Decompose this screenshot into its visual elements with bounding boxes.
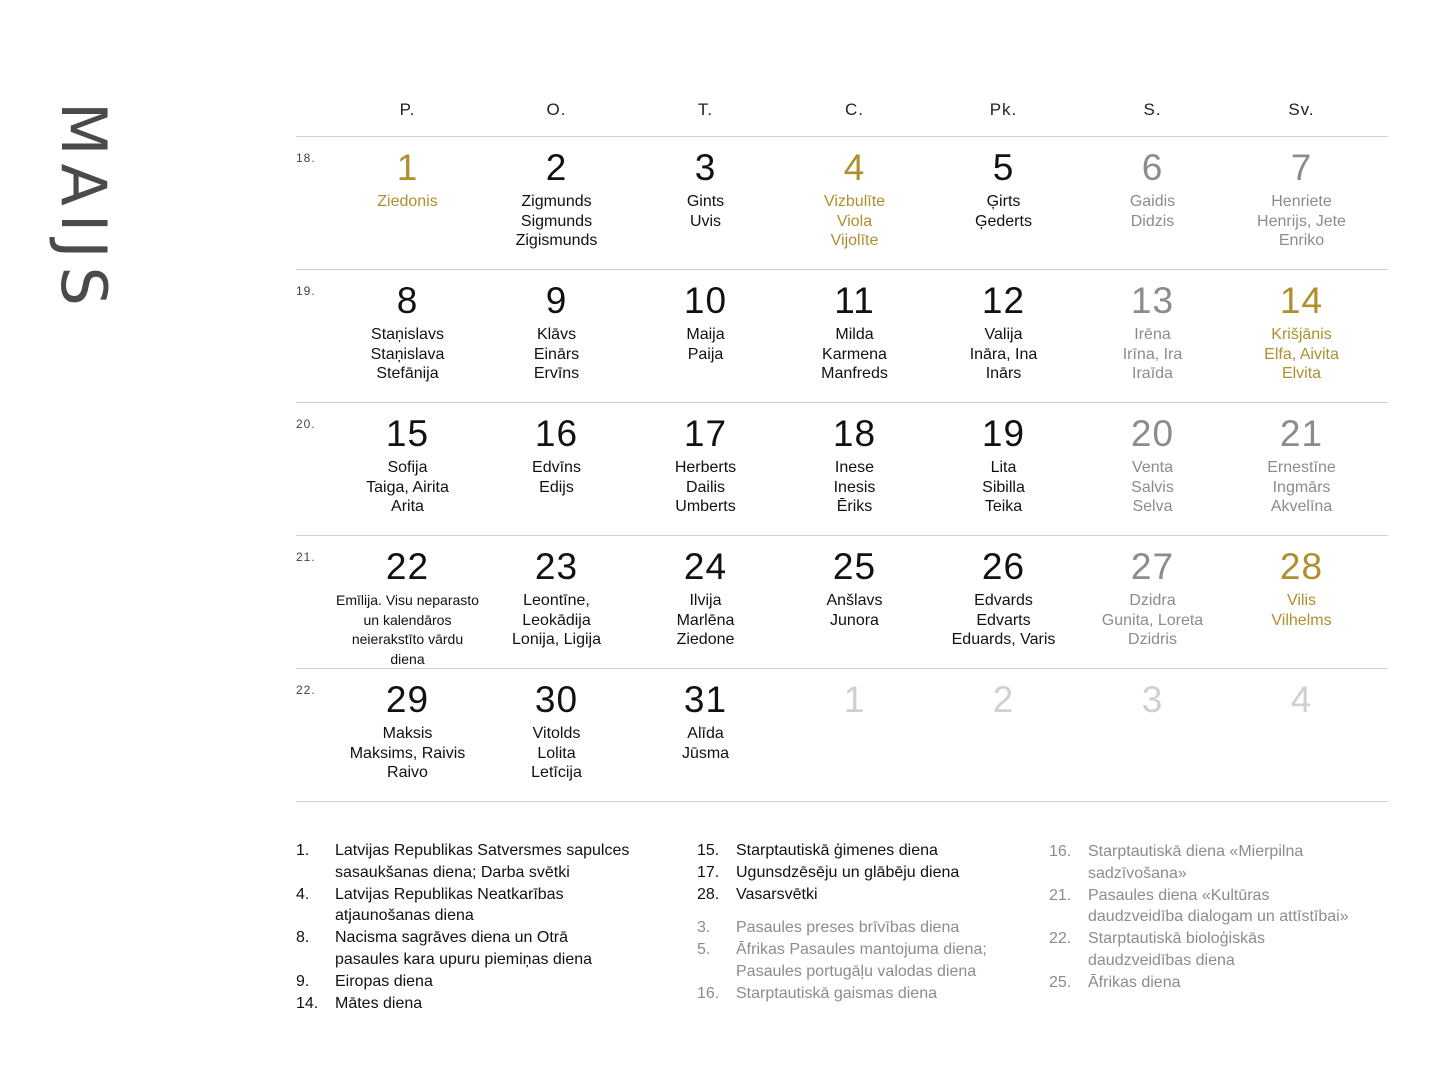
day-cell bbox=[333, 536, 482, 668]
weekday-label: O. bbox=[546, 100, 567, 119]
week-number: 21. bbox=[296, 550, 316, 564]
day-number: 15 bbox=[385, 413, 430, 454]
day-number: 5 bbox=[992, 147, 1015, 188]
weekday-label: S. bbox=[1143, 100, 1162, 119]
day-cell bbox=[631, 270, 780, 402]
note-text: Āfrikas Pasaules mantojuma diena; Pasaules portugāļu valodas diena bbox=[736, 941, 987, 980]
day-cell bbox=[333, 403, 482, 535]
week-row bbox=[296, 137, 1388, 269]
holiday-note bbox=[296, 840, 629, 884]
day-number: 25 bbox=[832, 546, 877, 587]
day-number: 24 bbox=[683, 546, 728, 587]
day-number: 29 bbox=[385, 679, 430, 720]
name-day-list: Ģirts Ģederts bbox=[975, 193, 1032, 230]
day-number: 4 bbox=[843, 147, 866, 188]
week-row bbox=[296, 270, 1388, 402]
week-number: 22. bbox=[296, 683, 316, 697]
notes-column-2 bbox=[697, 840, 987, 1005]
day-number: 8 bbox=[396, 280, 419, 321]
day-number: 6 bbox=[1141, 147, 1164, 188]
note-date: 5. bbox=[697, 941, 711, 959]
day-number: 17 bbox=[683, 413, 728, 454]
holiday-note bbox=[697, 983, 987, 1005]
day-cell bbox=[482, 270, 631, 402]
notes-column-1 bbox=[296, 840, 629, 1014]
name-day-list: Anšlavs Junora bbox=[826, 592, 883, 629]
name-day-list: Venta Salvis Selva bbox=[1131, 459, 1174, 515]
name-day-list: Vizbulīte Viola Vijolīte bbox=[823, 193, 886, 249]
note-date: 16. bbox=[1049, 843, 1072, 860]
day-number: 16 bbox=[534, 413, 579, 454]
day-cell bbox=[1227, 270, 1376, 402]
note-text: Starptautiskā ģimenes diena bbox=[736, 842, 938, 859]
name-day-list: Emīlija. Visu neparasto un kalendāros neierakstīto vārdu diena bbox=[336, 592, 479, 667]
day-cell bbox=[482, 137, 631, 269]
day-cell bbox=[631, 536, 780, 668]
holiday-note bbox=[1049, 972, 1349, 994]
name-day-list: Edvards Edvarts Eduards, Varis bbox=[951, 592, 1056, 648]
note-date: 4. bbox=[296, 885, 310, 903]
day-number: 20 bbox=[1130, 413, 1175, 454]
day-cell bbox=[333, 270, 482, 402]
day-cell bbox=[1078, 403, 1227, 535]
note-date: 21. bbox=[1049, 886, 1072, 904]
day-number: 28 bbox=[1279, 546, 1324, 587]
name-day-list: Leontīne, Leokādija Lonija, Ligija bbox=[512, 592, 601, 648]
holiday-note bbox=[296, 993, 629, 1015]
day-cell bbox=[482, 536, 631, 668]
day-cell bbox=[1078, 270, 1227, 402]
day-number: 1 bbox=[396, 147, 419, 188]
day-number: 2 bbox=[545, 147, 568, 188]
day-number: 3 bbox=[1141, 679, 1164, 720]
week-row bbox=[296, 403, 1388, 535]
note-date: 16. bbox=[697, 984, 720, 1002]
week-row bbox=[296, 669, 1388, 801]
name-day-list: Herberts Dailis Umberts bbox=[674, 459, 737, 515]
name-day-list: Zigmunds Sigmunds Zigismunds bbox=[515, 193, 598, 249]
holiday-note bbox=[296, 971, 629, 993]
holiday-note bbox=[697, 840, 987, 862]
holiday-note bbox=[296, 927, 629, 971]
month-title: MAIJS bbox=[47, 102, 120, 314]
day-number: 12 bbox=[981, 280, 1026, 321]
name-day-list: Ilvija Marlēna Ziedone bbox=[676, 592, 735, 648]
name-day-list: Gints Uvis bbox=[686, 193, 725, 230]
day-cell bbox=[780, 669, 929, 801]
day-cell bbox=[929, 270, 1078, 402]
note-text: Eiropas diena bbox=[335, 972, 433, 990]
weekday-header bbox=[296, 100, 1388, 122]
day-cell bbox=[929, 669, 1078, 801]
weekday-label: C. bbox=[845, 100, 864, 119]
week-number: 18. bbox=[296, 151, 316, 165]
note-text: Starptautiskā diena «Mierpilna sadzīvošana» bbox=[1088, 843, 1304, 882]
day-number: 21 bbox=[1279, 413, 1324, 454]
day-number: 27 bbox=[1130, 546, 1175, 587]
holiday-note bbox=[697, 862, 987, 884]
day-cell bbox=[1227, 137, 1376, 269]
note-date: 14. bbox=[296, 994, 319, 1012]
day-cell bbox=[780, 137, 929, 269]
note-date: 25. bbox=[1049, 973, 1072, 991]
day-number: 30 bbox=[534, 679, 579, 720]
weekday-label: Sv. bbox=[1288, 100, 1315, 119]
name-day-list: Milda Karmena Manfreds bbox=[821, 326, 888, 382]
weekday-label: T. bbox=[697, 100, 714, 119]
holiday-note bbox=[1049, 928, 1349, 972]
day-cell bbox=[929, 536, 1078, 668]
name-day-list: Henriete Henrijs, Jete Enriko bbox=[1257, 193, 1346, 249]
note-text: Latvijas Republikas Satversmes sapulces sasaukšanas diena; Darba svētki bbox=[335, 842, 630, 881]
note-text: Mātes diena bbox=[335, 994, 423, 1012]
day-number: 9 bbox=[545, 280, 568, 321]
name-day-list: Krišjānis Elfa, Aivita Elvita bbox=[1264, 326, 1339, 382]
day-cell bbox=[631, 669, 780, 801]
day-cell bbox=[333, 137, 482, 269]
holiday-note bbox=[1049, 885, 1349, 929]
name-day-list: Maija Paija bbox=[686, 326, 725, 363]
name-day-list: Staņislavs Staņislava Stefānija bbox=[370, 326, 445, 382]
holiday-note bbox=[1049, 841, 1349, 885]
note-text: Nacisma sagrāves diena un Otrā pasaules kara upuru piemiņas diena bbox=[335, 929, 593, 968]
name-day-list: Ernestīne Ingmārs Akvelīna bbox=[1267, 459, 1336, 515]
note-text: Starptautiskā gaismas diena bbox=[736, 984, 937, 1002]
day-cell bbox=[631, 403, 780, 535]
day-number: 7 bbox=[1290, 147, 1313, 188]
day-cell bbox=[929, 403, 1078, 535]
week-row bbox=[296, 536, 1388, 668]
note-date: 17. bbox=[697, 863, 720, 881]
day-number: 2 bbox=[992, 679, 1015, 720]
divider bbox=[296, 801, 1388, 802]
note-date: 3. bbox=[697, 919, 711, 937]
day-number: 18 bbox=[832, 413, 877, 454]
day-cell bbox=[1078, 137, 1227, 269]
day-cell bbox=[780, 536, 929, 668]
note-date: 28. bbox=[697, 885, 720, 903]
name-day-list: Edvīns Edijs bbox=[532, 459, 581, 496]
day-number: 23 bbox=[534, 546, 579, 587]
holiday-note bbox=[697, 917, 987, 939]
name-day-list: Klāvs Einārs Ervīns bbox=[533, 326, 580, 382]
holiday-note bbox=[296, 884, 629, 928]
day-number: 1 bbox=[843, 679, 866, 720]
day-cell bbox=[929, 137, 1078, 269]
name-day-list: Ziedonis bbox=[377, 193, 438, 210]
day-number: 31 bbox=[683, 679, 728, 720]
note-date: 22. bbox=[1049, 930, 1072, 948]
name-day-list: Inese Inesis Ēriks bbox=[833, 459, 876, 515]
day-cell bbox=[1227, 403, 1376, 535]
name-day-list: Gaidis Didzis bbox=[1129, 193, 1176, 230]
day-cell bbox=[780, 270, 929, 402]
day-cell bbox=[1078, 669, 1227, 801]
day-cell bbox=[333, 669, 482, 801]
day-number: 10 bbox=[683, 280, 728, 321]
day-cell bbox=[482, 669, 631, 801]
week-number: 20. bbox=[296, 417, 316, 431]
day-number: 14 bbox=[1279, 280, 1324, 321]
day-number: 4 bbox=[1290, 679, 1313, 720]
note-text: Latvijas Republikas Neatkarības atjaunošanas diena bbox=[335, 885, 564, 925]
name-day-list: Vilis Vilhelms bbox=[1271, 592, 1332, 629]
day-number: 11 bbox=[834, 280, 875, 321]
week-number: 19. bbox=[296, 284, 316, 298]
day-number: 19 bbox=[981, 413, 1026, 454]
name-day-list: Alīda Jūsma bbox=[681, 725, 730, 762]
note-text: Pasaules preses brīvības diena bbox=[736, 919, 960, 937]
note-date: 15. bbox=[697, 842, 720, 859]
holiday-note bbox=[697, 884, 987, 906]
weekday-label: Pk. bbox=[989, 100, 1018, 119]
day-cell bbox=[482, 403, 631, 535]
day-cell bbox=[1078, 536, 1227, 668]
day-cell bbox=[1227, 669, 1376, 801]
note-text: Ugunsdzēsēju un glābēju diena bbox=[736, 863, 960, 881]
day-cell bbox=[631, 137, 780, 269]
note-text: Pasaules diena «Kultūras daudzveidība dialogam un attīstībai» bbox=[1088, 886, 1349, 926]
day-number: 26 bbox=[981, 546, 1026, 587]
note-text: Vasarsvētki bbox=[736, 885, 818, 903]
name-day-list: Maksis Maksims, Raivis Raivo bbox=[349, 725, 466, 781]
day-number: 13 bbox=[1130, 280, 1175, 321]
name-day-list: Irēna Irīna, Ira Iraīda bbox=[1122, 326, 1183, 382]
notes-column-3 bbox=[1049, 841, 1349, 994]
note-date: 9. bbox=[296, 972, 310, 990]
name-day-list: Lita Sibilla Teika bbox=[982, 459, 1025, 515]
day-cell bbox=[780, 403, 929, 535]
day-cell bbox=[1227, 536, 1376, 668]
holiday-note bbox=[697, 939, 987, 983]
name-day-list: Valija Ināra, Ina Inārs bbox=[969, 326, 1038, 382]
day-number: 22 bbox=[385, 546, 430, 587]
day-number: 3 bbox=[694, 147, 717, 188]
note-text: Starptautiskā bioloģiskās daudzveidības diena bbox=[1088, 930, 1265, 969]
note-text: Āfrikas diena bbox=[1088, 973, 1181, 991]
weekday-label: P. bbox=[399, 100, 416, 119]
name-day-list: Vitolds Lolita Letīcija bbox=[531, 725, 582, 781]
name-day-list: Sofija Taiga, Airita Arita bbox=[366, 459, 449, 515]
note-date: 8. bbox=[296, 929, 310, 947]
note-date: 1. bbox=[296, 842, 310, 859]
name-day-list: Dzidra Gunita, Loreta Dzidris bbox=[1101, 592, 1204, 648]
